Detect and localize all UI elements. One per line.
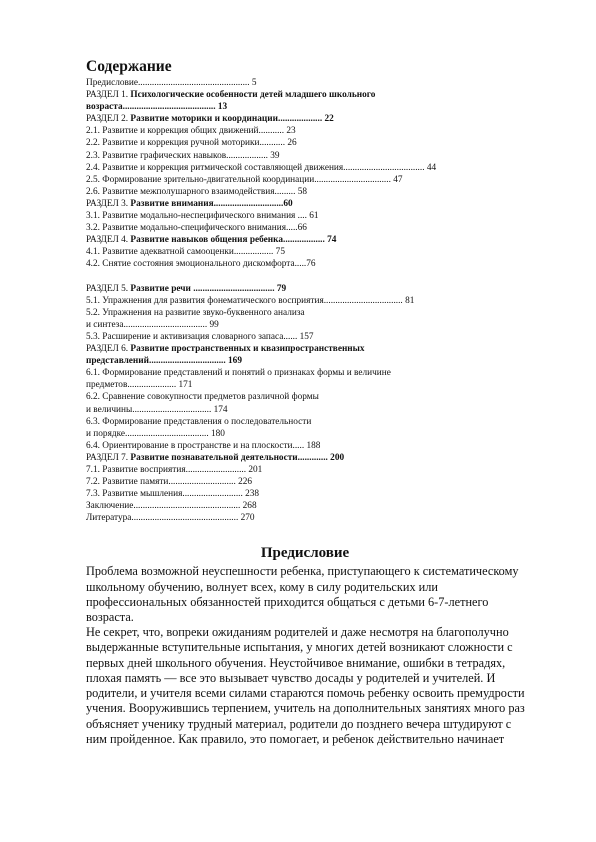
toc-section-heading: Развитие познавательной деятельности............. 200 [130,452,345,463]
toc-entry [86,488,544,500]
toc-entry-text: РАЗДЕЛ 5. [86,283,131,294]
toc-entry-text: 5.2. Упражнения на развитие звуко-буквенного анализа [86,307,305,318]
toc-entry [86,210,544,222]
toc-entry [86,113,544,125]
toc-entry [86,331,544,343]
preface-line: объясняет ученику трудный материал, родители до позднего вечера штудируют с [86,716,512,731]
toc-entry-text: 4.2. Снятие состояния эмоционального дискомфорта.....76 [86,259,316,270]
toc-entry-text: 2.5. Формирование зрительно-двигательной координации................................. 47 [86,174,403,185]
toc-section-heading: Развитие навыков общения ребенка.................. 74 [130,235,337,246]
toc-entry [86,162,544,174]
toc-entry [86,283,544,295]
toc-entry [86,222,544,234]
toc-entry-text: 4.1. Развитие адекватной самооценки................. 75 [86,247,285,258]
toc-entry-text: 2.1. Развитие и коррекция общих движений........... 23 [86,126,296,137]
toc-section-heading: Развитие внимания..............................60 [130,198,293,209]
toc-entry-text: 2.2. Развитие и коррекция ручной моторики........... 26 [86,138,297,149]
preface-line: ним пройденное. Как правило, это помогает, и ребенок действительно начинает [86,731,505,746]
toc-entry-text: 2.4. Развитие и коррекция ритмической составляющей движения................................... 44 [86,162,437,173]
toc-entry [86,428,544,440]
preface-line: профессиональных обязанностей приходится общаться с детьми 6-7-летнего [86,594,489,609]
toc-entry [86,186,544,198]
toc-entry [86,125,544,137]
toc-entry [86,355,544,367]
table-of-contents [86,77,544,524]
toc-entry-text: РАЗДЕЛ 7. [86,452,131,463]
toc-entry-text: 2.6. Развитие межполушарного взаимодействия......... 58 [86,186,308,197]
toc-entry-text: Предисловие................................................ 5 [86,78,257,88]
toc-section-heading: Развитие речи ................................... 79 [130,283,287,294]
toc-entry [86,150,544,162]
preface-line: школьному обучению, волнует всех, кому в силу родительских или [86,579,438,594]
toc-entry-text: 6.2. Сравнение совокупности предметов различной формы [86,392,319,403]
toc-entry [86,500,544,512]
toc-entry-text: РАЗДЕЛ 4. [86,235,131,246]
toc-entry-text: 7.2. Развитие памяти............................. 226 [86,477,253,488]
toc-section-heading: Психологические особенности детей младшего школьного [130,90,376,101]
toc-entry-text: РАЗДЕЛ 2. [86,114,131,125]
toc-entry-text: 7.3. Развитие мышления.......................... 238 [86,489,260,500]
toc-entry [86,464,544,476]
preface-line: Не секрет, что, вопреки ожиданиям родителей и даже несмотря на благополучно [86,625,509,640]
toc-spacer [86,271,544,283]
preface-line: родители, и учителя всеми силами стараются помочь ребенку освоить премудрости [86,686,525,701]
toc-entry [86,379,544,391]
toc-entry [86,307,544,319]
toc-entry-text: предметов..................... 171 [86,380,193,391]
preface-line: Проблема возможной неуспешности ребенка, приступающего к систематическому [86,564,519,579]
toc-entry [86,416,544,428]
toc-section-heading: Развитие моторики и координации................... 22 [130,114,334,125]
toc-title: Содержание [86,58,172,75]
toc-entry [86,198,544,210]
toc-entry [86,246,544,258]
toc-entry [86,77,544,89]
toc-entry-text: 6.3. Формирование представления о последовательности [86,416,312,427]
preface-line: возраста. [86,610,134,625]
toc-entry-text: 3.1. Развитие модально-неспецифического внимания .... 61 [86,211,319,222]
preface-line: первых дней школьного обучения. Неустойчивое внимание, ошибки в тетрадях, [86,655,506,670]
toc-entry [86,391,544,403]
toc-entry-text: 5.1. Упражнения для развития фонематического восприятия.................................. 81 [86,295,415,306]
toc-section-heading: представлений................................. 169 [86,356,242,367]
toc-entry-text: РАЗДЕЛ 6. [86,344,131,355]
toc-entry-text: 3.2. Развитие модально-специфического внимания.....66 [86,223,307,234]
toc-entry-text: 7.1. Развитие восприятия.......................... 201 [86,465,263,475]
toc-entry [86,174,544,186]
toc-entry [86,101,544,113]
toc-entry [86,343,544,355]
toc-entry-text: РАЗДЕЛ 3. [86,198,131,209]
toc-entry-text: Литература.............................................. 270 [86,513,255,524]
preface-body [86,564,544,746]
preface-line: учения. Вооружившись терпением, учитель на дополнительных занятиях много раз [86,701,525,716]
toc-entry [86,234,544,246]
toc-entry-text: 2.3. Развитие графических навыков.................. 39 [86,150,280,161]
preface-line: выдержанные вступительные испытания, у многих детей возникают сложности с [86,640,513,655]
toc-entry [86,404,544,416]
preface-line: плохая память — все это вызывает чувство досады у родителей и учителей. И [86,670,496,685]
toc-entry [86,440,544,452]
preface-title: Предисловие [260,545,350,562]
toc-entry-text: и синтеза.................................... 99 [86,319,219,330]
toc-entry-text: и порядке.................................... 180 [86,428,225,439]
toc-entry [86,258,544,270]
toc-entry-text: Заключение.............................................. 268 [86,501,257,512]
toc-entry [86,367,544,379]
toc-entry-text: и величины.................................. 174 [86,404,228,415]
toc-entry [86,452,544,464]
toc-entry [86,512,544,524]
toc-entry [86,476,544,488]
toc-entry-text: 5.3. Расширение и активизация словарного запаса...... 157 [86,331,314,342]
toc-entry-text: РАЗДЕЛ 1. [86,90,131,101]
toc-section-heading: Развитие пространственных и квазипространственных [130,344,365,355]
toc-entry-text: 6.4. Ориентирование в пространстве и на плоскости..... 188 [86,440,321,451]
toc-section-heading: возраста........................................ 13 [86,102,228,113]
toc-entry [86,319,544,331]
toc-entry-text: 6.1. Формирование представлений и понятий о признаках формы и величине [86,368,391,379]
toc-entry [86,137,544,149]
toc-entry [86,89,544,101]
toc-entry [86,295,544,307]
